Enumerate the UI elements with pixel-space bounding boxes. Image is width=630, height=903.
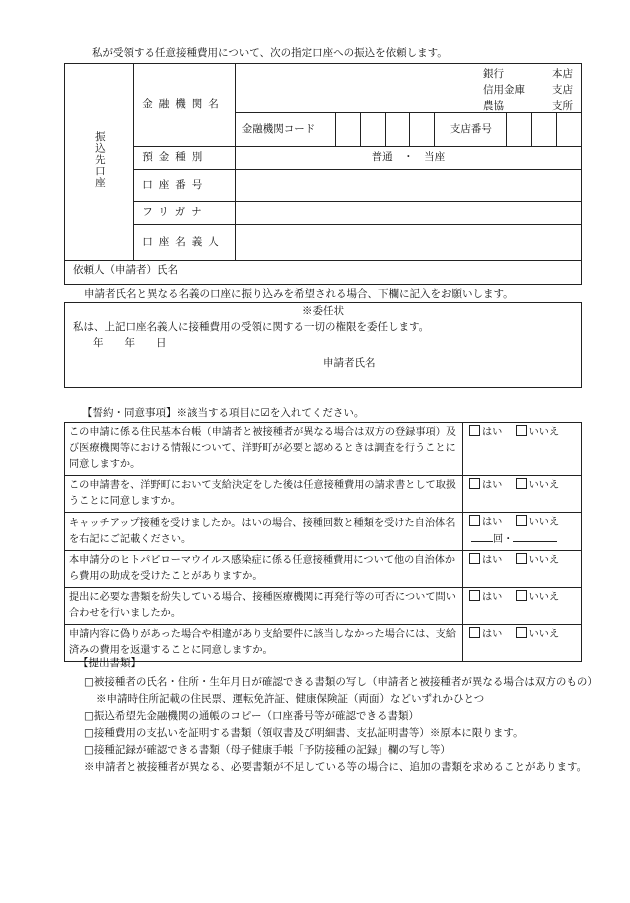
bank-account-table xyxy=(64,63,582,261)
requester-name-field[interactable] xyxy=(64,258,582,285)
bank-code-digit-1[interactable] xyxy=(335,113,360,147)
delegation-title: ※委任状 xyxy=(302,305,344,317)
vaccination-count-label: 回・ xyxy=(493,534,514,545)
document-item-payment-proof[interactable]: □接種費用の支払いを証明する書類（領収書及び明細書、支払証明書等）※原本に限ります。 xyxy=(84,727,524,739)
no-checkbox[interactable]: いいえ xyxy=(516,480,560,491)
bank-code-digit-3[interactable] xyxy=(385,113,410,147)
document-item-id-copy[interactable]: □被接種者の氏名・住所・生年月日が確認できる書類の写し（申請者と被接種者が異なる場合は双方のもの）※申請時住所記載の住民票、運転免許証、健康保険証（両面）などいずれかひとつ xyxy=(84,676,593,705)
account-number-label: 口座番号 xyxy=(134,170,236,202)
delegation-box xyxy=(64,302,582,388)
pledge-row xyxy=(65,423,582,476)
delegation-note: 申請者氏名と異なる名義の口座に振り込みを希望される場合、下欄に記入をお願いします。 xyxy=(84,288,514,300)
no-checkbox[interactable]: いいえ xyxy=(516,592,560,603)
document-item-vaccination-record[interactable]: □接種記録が確認できる書類（母子健康手帳「予防接種の記録」欄の写し等） xyxy=(84,744,451,756)
pledge-answer xyxy=(463,423,582,476)
section-label-transfer-account: 振込先口座 xyxy=(65,64,134,261)
bank-type-list: 銀行 本店 信用金庫 支店 農協 支所 xyxy=(483,68,573,112)
delegation-body: 私は、上記口座名義人に接種費用の受領に関する一切の権限を委任します。 xyxy=(73,321,430,333)
pledge-answer xyxy=(463,513,582,551)
furigana-field[interactable] xyxy=(235,202,581,225)
pledge-row xyxy=(65,588,582,625)
yes-checkbox[interactable]: はい xyxy=(469,427,502,438)
pledge-question: この申請書を、洋野町において支給決定をした後は任意接種費用の請求書として取扱うことに同意しますか。 xyxy=(65,476,463,513)
deposit-type-label: 預金種別 xyxy=(134,147,236,170)
documents-title: 【提出書類】 xyxy=(78,657,141,669)
no-checkbox[interactable]: いいえ xyxy=(516,629,560,640)
bank-code-digit-2[interactable] xyxy=(360,113,385,147)
intro-text: 私が受領する任意接種費用について、次の指定口座への振込を依頼します。 xyxy=(92,47,448,59)
branch-number-label: 支店番号 xyxy=(435,113,507,147)
yes-checkbox[interactable]: はい xyxy=(469,555,502,566)
pledge-row xyxy=(65,476,582,513)
pledge-question: キャッチアップ接種を受けましたか。はいの場合、接種回数と種類を受けた自治体名を右記にご記載ください。 xyxy=(65,513,463,551)
furigana-label: フリガナ xyxy=(134,202,236,225)
institution-label: 金融機関名 xyxy=(134,64,236,147)
delegation-date[interactable]: 年 年 日 xyxy=(93,337,167,349)
account-holder-label: 口座名義人 xyxy=(134,225,236,261)
pledge-question: この申請に係る住民基本台帳（申請者と被接種者が異なる場合は双方の登録事項）及び医療機関等における情報について、洋野町が必要と認めるときは調査を行うことに同意しますか。 xyxy=(65,423,463,476)
pledge-row xyxy=(65,551,582,588)
municipality-field[interactable] xyxy=(513,541,557,542)
pledge-row xyxy=(65,625,582,662)
pledge-answer xyxy=(463,625,582,662)
documents-list xyxy=(84,674,596,776)
document-item-passbook-copy[interactable]: □振込希望先金融機関の通帳のコピー（口座番号等が確認できる書類） xyxy=(84,710,419,722)
pledge-title: 【誓約・同意事項】※該当する項目に☑を入れてください。 xyxy=(82,407,365,419)
branch-digit-2[interactable] xyxy=(532,113,557,147)
documents-note: ※申請者と被接種者が異なる、必要書類が不足している等の場合に、追加の書類を求めることがあります。 xyxy=(84,761,588,773)
account-number-field[interactable] xyxy=(235,170,581,202)
yes-checkbox[interactable]: はい xyxy=(469,592,502,603)
no-checkbox[interactable]: いいえ xyxy=(516,555,560,566)
pledge-question: 本申請分のヒトパピローマウイルス感染症に係る任意接種費用について他の自治体から費用の助成を受けたことがありますか。 xyxy=(65,551,463,588)
pledge-answer xyxy=(463,551,582,588)
branch-digit-3[interactable] xyxy=(557,113,582,147)
requester-name-label: 依頼人（申請者）氏名 xyxy=(73,264,178,276)
account-holder-field[interactable] xyxy=(235,225,581,261)
no-checkbox[interactable]: いいえ xyxy=(516,427,560,438)
yes-checkbox[interactable]: はい xyxy=(469,629,502,640)
yes-checkbox[interactable]: はい xyxy=(469,480,502,491)
bank-code-label: 金融機関コード xyxy=(235,113,335,147)
pledge-table xyxy=(64,422,582,662)
pledge-row xyxy=(65,513,582,551)
delegation-signature-label: 申請者氏名 xyxy=(323,357,376,369)
branch-digit-1[interactable] xyxy=(507,113,532,147)
bank-code-digit-4[interactable] xyxy=(410,113,435,147)
pledge-question: 申請内容に偽りがあった場合や相違があり支給要件に該当しなかった場合には、支給済みの費用を返還することに同意しますか。 xyxy=(65,625,463,662)
pledge-answer xyxy=(463,588,582,625)
pledge-question: 提出に必要な書類を紛失している場合、接種医療機関に再発行等の可否について問い合わせを行いましたか。 xyxy=(65,588,463,625)
pledge-answer xyxy=(463,476,582,513)
yes-checkbox[interactable]: はい xyxy=(469,517,502,528)
no-checkbox[interactable]: いいえ xyxy=(516,517,560,528)
deposit-type-options[interactable]: 普通 ・ 当座 xyxy=(235,147,581,170)
institution-name-field[interactable] xyxy=(235,64,581,113)
